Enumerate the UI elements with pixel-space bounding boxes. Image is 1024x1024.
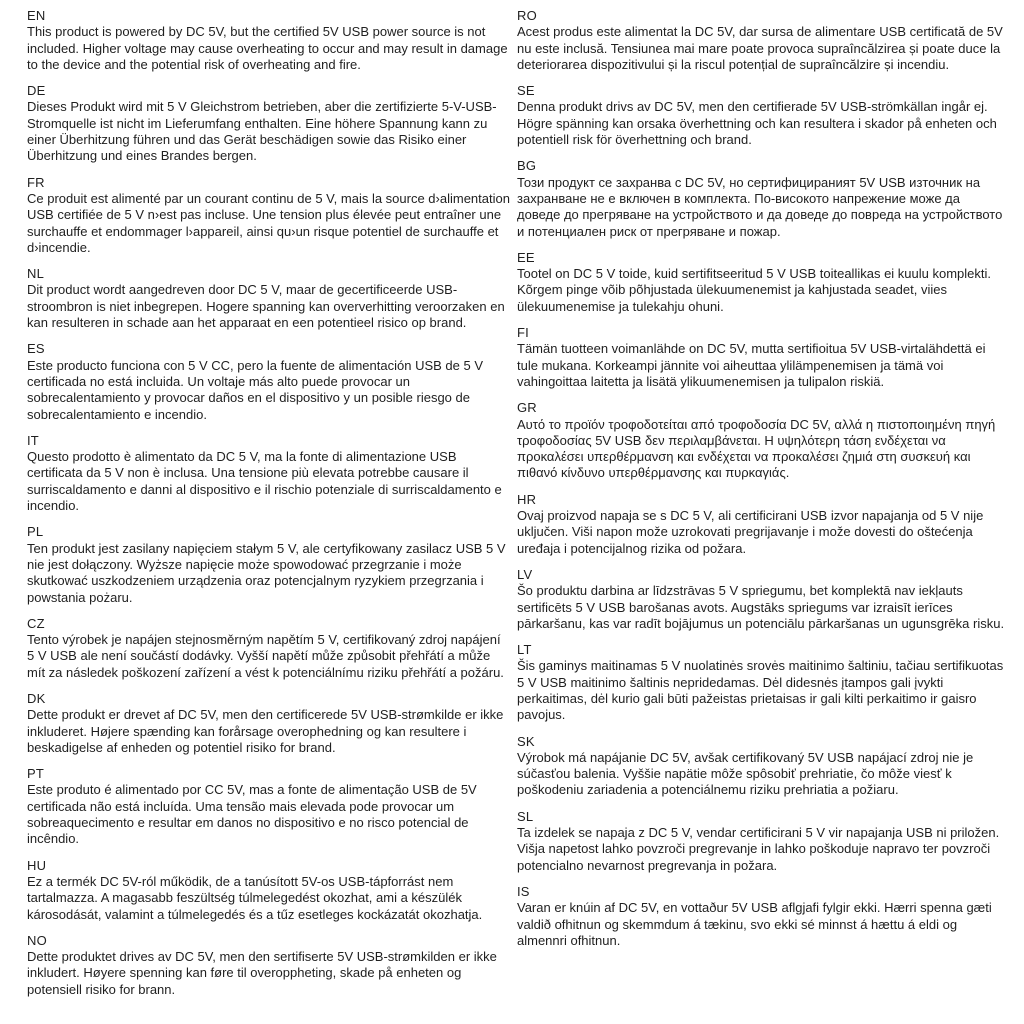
language-code: HU (27, 857, 47, 873)
language-section-dk (27, 691, 510, 756)
language-section-es (27, 341, 510, 422)
warning-text: Tämän tuotteen voimanlähde on DC 5V, mutta sertifioitua 5V USB-virtalähdettä ei tule mukana. Korkeampi jännite voi aiheuttaa ylilämpenemisen ja tämä voi vahingoittaa laitetta ja lisätä ylikuumenemisen ja tulipalon riskiä. (517, 341, 986, 389)
warning-text: Ten produkt jest zasilany napięciem stałym 5 V, ale certyfikowany zasilacz USB 5 V nie jest dołączony. Wyższe napięcie może spowodować przegrzanie i może skutkować uszkodzeniem urządzenia oraz potencjalnym ryzykiem przegrzania i powstania pożaru. (27, 540, 506, 605)
warning-text: Ovaj proizvod napaja se s DC 5 V, ali certificirani USB izvor napajanja od 5 V nije uključen. Viši napon može uzrokovati pregrijavanje i može dovesti do oštećenja uređaja i potencijalnog rizika od požara. (517, 508, 984, 556)
warning-text: This product is powered by DC 5V, but the certified 5V USB power source is not included. Higher voltage may cause overheating to occur and may result in damage to the device and the potential risk of overheating and fire. (27, 24, 508, 72)
warning-text: Αυτό το προϊόν τροφοδοτείται από τροφοδοσία DC 5V, αλλά η πιστοποιημένη πηγή τροφοδοσίας 5V USB δεν περιλαμβάνεται. Η υψηλότερη τάση ενδέχεται να προκαλέσει υπερθέρμανση και ενδέχεται να προκαλέσει ζημιά στη συσκευή και πιθανό κίνδυνο υπερθέρμανσης και πυρκαγιάς. (517, 416, 996, 481)
language-section-fi (517, 325, 1006, 390)
language-section-ro (517, 8, 1006, 73)
left-column (27, 8, 510, 1024)
language-section-bg (517, 158, 1006, 239)
language-section-lv (517, 567, 1006, 632)
language-code: EN (27, 8, 46, 23)
warning-text: Denna produkt drivs av DC 5V, men den certifierade 5V USB-strömkällan ingår ej. Högre spänning kan orsaka överhettning och kan resultera i skador på enheten och potentiell risk för överhettning och brand. (517, 99, 997, 148)
language-section-lt (517, 642, 1006, 723)
language-section-sl (517, 809, 1006, 874)
language-code: LT (517, 642, 532, 658)
language-code: FR (27, 174, 45, 190)
language-code: NO (27, 932, 47, 948)
language-section-sk (517, 734, 1006, 799)
warning-text: Tootel on DC 5 V toide, kuid sertifitseeritud 5 V USB toiteallikas ei kuulu komplekti. Kõrgem pinge võib põhjustada ülekuumenemist ja kahjustada seadet, viies ülekuumenemise ja tulekahju ohuni. (517, 266, 992, 314)
language-code: IS (517, 883, 530, 899)
warning-text: Este producto funciona con 5 V CC, pero la fuente de alimentación USB de 5 V certificada no está incluida. Un voltaje más alto puede provocar un sobrecalentamiento y provocar daños en el dispositivo y un posible riesgo de sobrecalentamiento e incendio. (27, 357, 483, 422)
language-section-pl (27, 524, 510, 605)
warning-text: Šis gaminys maitinamas 5 V nuolatinės srovės maitinimo šaltiniu, tačiau sertifikuotas 5 V USB maitinimo šaltinis nepridedamas. Dėl didesnės įtampos gali įvykti perkaitimas, dėl kurio gali būti pažeistas prietaisas ir gali kilti perkaitimo ir gaisro pavojus. (517, 658, 1004, 723)
language-section-pt (27, 766, 510, 847)
warning-text: Tento výrobek je napájen stejnosměrným napětím 5 V, certifikovaný zdroj napájení 5 V USB ale není součástí dodávky. Vyšší napětí může způsobit přehřátí a může mít za následek poškození zařízení a vést k potenciálnímu riziku přehřátí a požáru. (27, 632, 504, 680)
language-section-cz (27, 616, 510, 681)
language-code: EE (517, 249, 535, 265)
warning-text: Acest produs este alimentat la DC 5V, dar sursa de alimentare USB certificată de 5V nu este inclusă. Tensiunea mai mare poate provoca supraîncălzirea și poate duce la deteriorarea dispozitivului și la riscul potențial de supraîncălzire și incendiu. (517, 24, 1003, 72)
language-section-gr (517, 400, 1006, 481)
language-code: PL (27, 524, 44, 540)
language-code: DK (27, 690, 46, 706)
warning-text: Ez a termék DC 5V-ról működik, de a tanúsított 5V-os USB-tápforrást nem tartalmazza. A magasabb feszültség túlmelegedést okozhat, ami a készülék károsodását, valamint a túlmelegedés és a tűz esetleges kockázatát okozhatja. (27, 873, 483, 922)
language-section-nl (27, 266, 510, 331)
warning-text: Varan er knúin af DC 5V, en vottaður 5V USB aflgjafi fylgir ekki. Hærri spenna gæti valdið ofhitnun og skemmdum á tækinu, svo ekki sé minnst á hættu á eldi og almennri ofhitnun. (517, 900, 992, 948)
warning-text: Този продукт се захранва с DC 5V, но сертифицираният 5V USB източник на захранване не е включен в комплекта. По-високото напрежение може да доведе до прегряване на устройството и да доведе до повреда на устройството и потенциален риск от прегряване и пожар. (517, 174, 1003, 239)
language-code: SK (517, 733, 535, 749)
right-column (517, 8, 1006, 1024)
warning-text: Šo produktu darbina ar līdzstrāvas 5 V spriegumu, bet komplektā nav iekļauts sertificēts 5 V USB barošanas avots. Augstāks spriegums var izraisīt ierīces pārkaršanu, kas var radīt bojājumus un potenciālu pārkaršanas un ugunsgrēka risku. (517, 583, 1005, 631)
warning-text: Výrobok má napájanie DC 5V, avšak certifikovaný 5V USB napájací zdroj nie je súčasťou balenia. Vyššie napätie môže spôsobiť prehriatie, čo môže viesť k poškodeniu zariadenia a potenciálnemu riziku prehriatia a požiaru. (517, 749, 974, 798)
language-code: BG (517, 158, 537, 174)
warning-text: Ta izdelek se napaja z DC 5 V, vendar certificirani 5 V vir napajanja USB ni priložen. Višja napetost lahko povzroči pregrevanje in lahko poškoduje napravo ter povzroči potencialno nevarnost pregrevanja in požara. (517, 825, 1000, 873)
language-code: FI (517, 325, 529, 341)
language-section-hu (27, 858, 510, 923)
language-code: LV (517, 566, 533, 582)
warning-text: Questo prodotto è alimentato da DC 5 V, ma la fonte di alimentazione USB certificata da 5 V non è inclusa. Una tensione più elevata potrebbe causare il surriscaldamento e danni al dispositivo e il rischio potenziale di surriscaldamento e incendio. (27, 449, 502, 514)
language-section-it (27, 433, 510, 514)
warning-text: Dette produkt er drevet af DC 5V, men den certificerede 5V USB-strømkilde er ikke inkluderet. Højere spænding kan forårsage overophedning og kan resultere i beskadigelse af enheden og potentiel risiko for brand. (27, 707, 504, 755)
language-code: SE (517, 83, 535, 99)
language-code: IT (27, 432, 39, 448)
warning-text: Este produto é alimentado por CC 5V, mas a fonte de alimentação USB de 5V certificada não está incluída. Uma tensão mais elevada pode provocar um sobreaquecimento e resultar em danos no dispositivo e no risco potencial de incêndio. (27, 782, 477, 847)
warning-text: Ce produit est alimenté par un courant continu de 5 V, mais la source d›alimentation USB certifiée de 5 V n›est pas incluse. Une tension plus élevée peut entraîner une surchauffe et endommager l›appareil, ainsi qu›un risque potentiel de surchauffe et d›incendie. (27, 190, 510, 255)
warning-text: Dieses Produkt wird mit 5 V Gleichstrom betrieben, aber die zertifizierte 5-V-USB-Stromquelle ist nicht im Lieferumfang enthalten. Eine höhere Spannung kann zu einer Überhitzung führen und das Gerät beschädigen sowie das Risiko einer Überhitzung und eines Brandes bergen. (27, 99, 497, 164)
language-code: CZ (27, 615, 45, 631)
language-section-no (27, 933, 510, 998)
language-code: HR (517, 491, 537, 507)
warning-text: Dette produktet drives av DC 5V, men den sertifiserte 5V USB-strømkilden er ikke inkludert. Høyere spenning kan føre til overoppheting, skade på enheten og potensiell risiko for brann. (27, 949, 497, 997)
language-code: SL (517, 808, 534, 824)
language-section-en (27, 8, 510, 73)
language-code: DE (27, 83, 46, 99)
language-section-hr (517, 492, 1006, 557)
language-section-ee (517, 250, 1006, 315)
language-section-se (517, 83, 1006, 148)
language-section-de (27, 83, 510, 164)
language-code: GR (517, 400, 537, 416)
language-code: RO (517, 8, 537, 23)
language-code: PT (27, 766, 45, 782)
language-code: NL (27, 266, 45, 282)
warning-text: Dit product wordt aangedreven door DC 5 V, maar de gecertificeerde USB-stroombron is niet inbegrepen. Hogere spanning kan oververhitting veroorzaken en kan resulteren in schade aan het apparaat en een potentieel risico op brand. (27, 282, 505, 331)
language-section-fr (27, 175, 510, 256)
language-section-is (517, 884, 1006, 949)
language-code: ES (27, 341, 45, 357)
